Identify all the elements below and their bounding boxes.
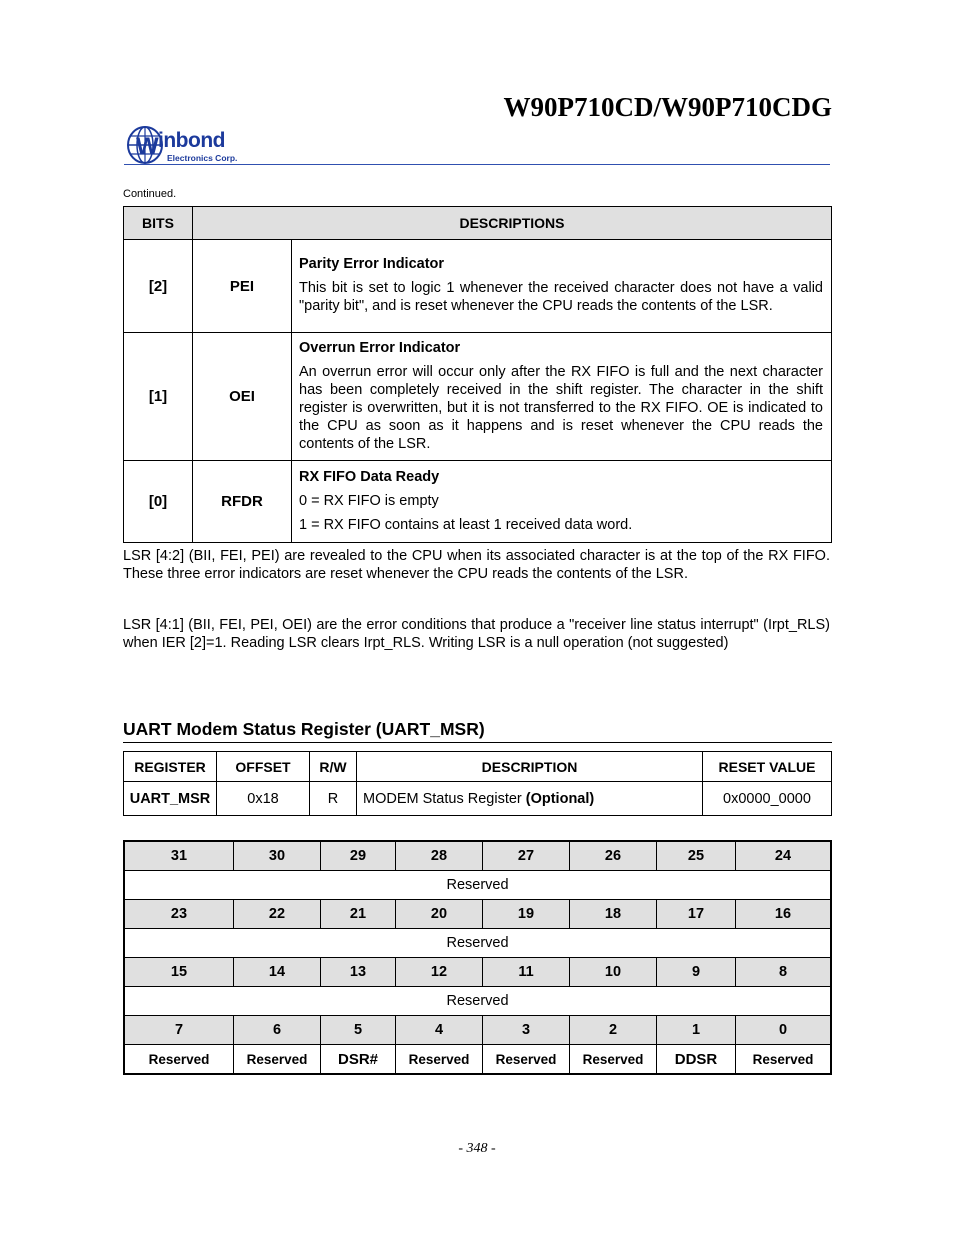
table-row [124,240,832,333]
bit-number-row [124,958,831,987]
header-bits: BITS [124,207,193,240]
bit-number: 4 [396,1016,483,1045]
field-dsr: DSR# [321,1045,396,1075]
register-offset: 0x18 [217,782,310,816]
bit-number: 5 [321,1016,396,1045]
bit-number: 7 [124,1016,234,1045]
bit-description [292,240,832,333]
bit-number: 31 [124,841,234,871]
description-optional: (Optional) [525,790,595,807]
field-row [124,871,831,900]
bit-index: [0] [124,461,193,543]
bit-number: 21 [321,900,396,929]
description-text: This bit is set to logic 1 whenever the received character does not have a valid "parity bit", and is reset whenever the CPU reads the contents of the LSR. [299,280,823,314]
bit-number: 1 [657,1016,736,1045]
bits-description-table [123,206,832,543]
page-number: - 348 - [458,1141,496,1156]
table-header-row [124,207,832,240]
bit-number: 15 [124,958,234,987]
description-title: Parity Error Indicator [299,256,445,272]
header-register: REGISTER [124,752,217,782]
bit-number: 29 [321,841,396,871]
header-descriptions: DESCRIPTIONS [193,207,832,240]
winbond-logo [127,125,252,167]
table-row [124,333,832,461]
description-text: 0 = RX FIFO is empty [299,492,439,509]
bit-number: 3 [483,1016,570,1045]
register-name: UART_MSR [124,782,217,816]
section-rule [123,742,832,743]
bit-number: 6 [234,1016,321,1045]
bit-number: 14 [234,958,321,987]
description-text: 1 = RX FIFO contains at least 1 received data word. [299,516,633,533]
header-rule [124,164,830,165]
register-description [357,782,703,816]
field-reserved: Reserved [124,1045,234,1075]
bit-number-row [124,1016,831,1045]
bit-number: 17 [657,900,736,929]
bit-number: 18 [570,900,657,929]
bit-name: RFDR [193,461,292,543]
bit-number-row [124,841,831,871]
header-offset: OFFSET [217,752,310,782]
field-reserved: Reserved [483,1045,570,1075]
bit-map-table [123,840,832,1075]
bit-number: 20 [396,900,483,929]
register-reset-value: 0x0000_0000 [703,782,832,816]
table-row [124,461,832,543]
logo-name: inbond [158,129,225,152]
bit-name: OEI [193,333,292,461]
bit-number: 0 [736,1016,832,1045]
register-table [123,751,832,816]
bit-number: 25 [657,841,736,871]
field-reserved: Reserved [570,1045,657,1075]
bit-description [292,461,832,543]
bit-number: 16 [736,900,832,929]
bit-number: 30 [234,841,321,871]
field-row [124,987,831,1016]
field-row [124,1045,831,1075]
bit-number: 24 [736,841,832,871]
bit-number: 27 [483,841,570,871]
bit-number: 12 [396,958,483,987]
field-ddsr: DDSR [657,1045,736,1075]
field-row [124,929,831,958]
logo-initial: W [136,133,159,160]
reserved-field: Reserved [124,871,831,900]
bit-number: 10 [570,958,657,987]
header-rw: R/W [310,752,357,782]
bit-index: [2] [124,240,193,333]
paragraph: LSR [4:2] (BII, FEI, PEI) are revealed to the CPU when its associated character is at the top of the RX FIFO. These three error indicators are reset whenever the CPU reads the contents of the LSR. [123,548,830,582]
bit-name: PEI [193,240,292,333]
section-heading: UART Modem Status Register (UART_MSR) [123,719,485,739]
continued-label: Continued. [123,188,177,200]
bit-number: 28 [396,841,483,871]
description-text: An overrun error will occur only after the RX FIFO is full and the next character has been completely received in the shift register. The character in the shift register is overwritten, but it is not transferred to the RX FIFO. OE is indicated to the CPU as soon as it happens and is reset whenever the CPU reads the contents of the LSR. [299,363,823,452]
description-title: Overrun Error Indicator [299,339,461,356]
bit-number: 19 [483,900,570,929]
document-title: W90P710CD/W90P710CDG [503,92,832,122]
bit-number: 26 [570,841,657,871]
field-reserved: Reserved [396,1045,483,1075]
bit-number: 9 [657,958,736,987]
reserved-field: Reserved [124,929,831,958]
bit-number: 2 [570,1016,657,1045]
description-title: RX FIFO Data Ready [299,468,440,485]
paragraph: LSR [4:1] (BII, FEI, PEI, OEI) are the error conditions that produce a "receiver line status interrupt" (Irpt_RLS) when IER [2]=1. Reading LSR clears Irpt_RLS. Writing LSR is a null operation (not suggested) [123,617,830,651]
bit-number: 13 [321,958,396,987]
logo-subtitle: Electronics Corp. [167,153,238,163]
bit-number-row [124,900,831,929]
field-reserved: Reserved [736,1045,832,1075]
header-description: DESCRIPTION [357,752,703,782]
reserved-field: Reserved [124,987,831,1016]
header-reset-value: RESET VALUE [703,752,832,782]
bit-index: [1] [124,333,193,461]
bit-description [292,333,832,461]
table-header-row [124,752,832,782]
bit-number: 8 [736,958,832,987]
bit-number: 23 [124,900,234,929]
register-rw: R [310,782,357,816]
field-reserved: Reserved [234,1045,321,1075]
table-row [124,782,832,816]
bit-number: 22 [234,900,321,929]
bit-number: 11 [483,958,570,987]
description-plain: MODEM Status Register [363,790,526,807]
